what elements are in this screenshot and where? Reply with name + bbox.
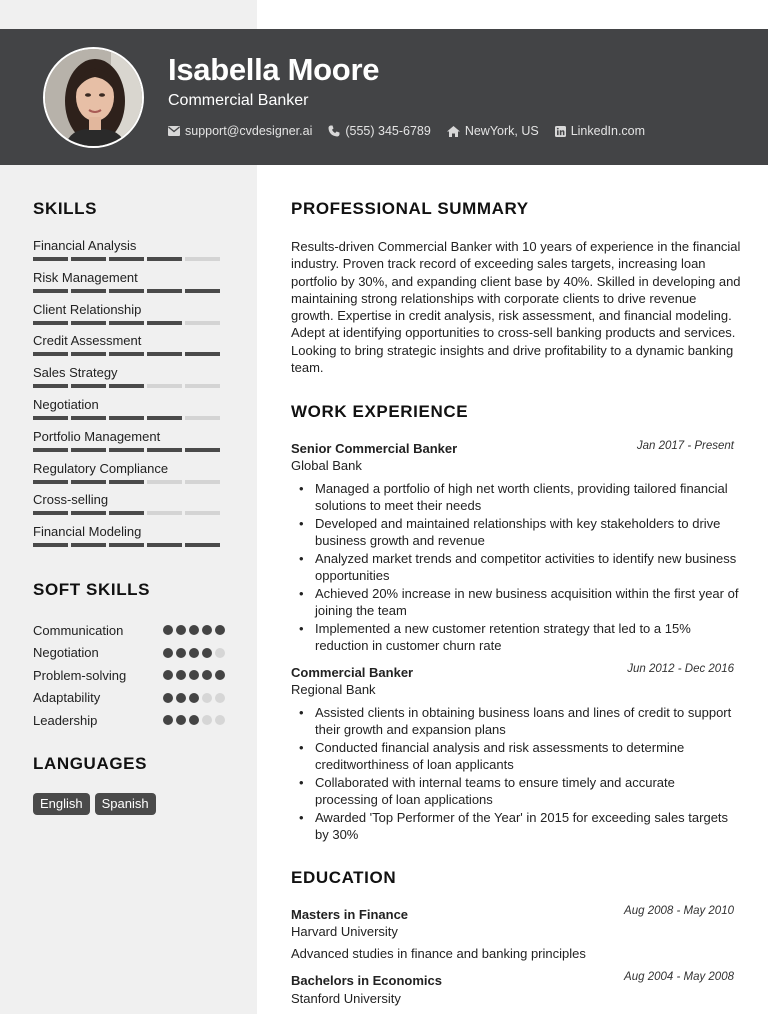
skill-item	[33, 302, 223, 334]
skill-item	[33, 397, 223, 429]
rating-dot	[163, 670, 173, 680]
soft-skill-item	[33, 619, 225, 642]
soft-skill-rating	[160, 670, 225, 680]
skill-bar	[33, 352, 223, 356]
skill-bar-segment	[71, 352, 106, 356]
skill-bar-segment	[71, 480, 106, 484]
job-bullet: • Analyzed market trends and competitor activities to identify new business opportunities	[315, 550, 740, 585]
skill-bar-segment	[33, 321, 68, 325]
contact-location-text: NewYork, US	[464, 124, 539, 138]
languages-heading: LANGUAGES	[33, 754, 148, 773]
soft-skill-item	[33, 642, 225, 665]
skill-bar-segment	[185, 511, 220, 515]
job-bullets	[315, 480, 740, 655]
contact-location	[447, 124, 539, 138]
summary-text: Results-driven Commercial Banker with 10 years of experience in the financial industry. Proven track record of exceeding sales targets, increasing loan portfolio by 30%, and expanding client base by 40%. Skilled in developing and maintaining strong relationships with corporate clients to drive revenue growth. Expertise in credit analysis, risk assessment, and financial modeling. Adept at identifying opportunities to cross-sell banking products and services. Looking to bring strategic insights and drive profitability to a dynamic banking team.	[291, 239, 741, 376]
rating-dot	[163, 625, 173, 635]
skill-bar-segment	[147, 511, 182, 515]
skill-item	[33, 333, 223, 365]
skill-bar-segment	[185, 257, 220, 261]
degree-dates: Aug 2004 - May 2008	[624, 971, 734, 983]
skill-bar-segment	[71, 289, 106, 293]
contact-phone[interactable]	[328, 124, 430, 138]
skill-bar	[33, 543, 223, 547]
job-dates: Jan 2017 - Present	[636, 440, 734, 452]
skill-bar-segment	[185, 480, 220, 484]
job-bullet: • Assisted clients in obtaining business loans and lines of credit to support their growth and expansion plans	[315, 704, 740, 739]
skill-bar-segment	[109, 384, 144, 388]
skill-bar-segment	[185, 416, 220, 420]
soft-skill-rating	[160, 693, 225, 703]
soft-skill-item	[33, 664, 225, 687]
rating-dot	[176, 670, 186, 680]
skill-bar-segment	[147, 257, 182, 261]
experience-heading: WORK EXPERIENCE	[291, 402, 469, 421]
summary-heading: PROFESSIONAL SUMMARY	[291, 199, 529, 218]
rating-dot	[215, 693, 225, 703]
rating-dot	[202, 648, 212, 658]
skill-bar-segment	[109, 289, 144, 293]
rating-dot	[215, 625, 225, 635]
soft-skill-item	[33, 687, 225, 710]
soft-skill-rating	[160, 625, 225, 635]
skill-bar-segment	[147, 289, 182, 293]
skill-item	[33, 429, 223, 461]
contact-bar	[168, 124, 661, 138]
degree-note: Advanced studies in finance and banking principles	[291, 946, 586, 961]
skill-item	[33, 524, 223, 556]
skill-bar-segment	[33, 448, 68, 452]
skill-bar-segment	[33, 384, 68, 388]
job-bullet: • Achieved 20% increase in new business acquisition within the first year of joining the team	[315, 585, 740, 620]
job-bullet: • Conducted financial analysis and risk assessments to determine creditworthiness of loan applicants	[315, 739, 740, 774]
skill-bar-segment	[185, 448, 220, 452]
rating-dot	[176, 693, 186, 703]
skill-bar-segment	[185, 289, 220, 293]
school-name: Harvard University	[291, 924, 398, 939]
skill-bar-segment	[147, 543, 182, 547]
rating-dot	[202, 670, 212, 680]
rating-dot	[163, 715, 173, 725]
skill-label: Credit Assessment	[33, 333, 142, 349]
skill-bar-segment	[33, 480, 68, 484]
soft-skill-label: Communication	[33, 622, 124, 638]
job-title: Commercial Banker	[291, 665, 414, 680]
contact-linkedin[interactable]	[555, 124, 645, 138]
skill-bar-segment	[33, 352, 68, 356]
rating-dot	[176, 715, 186, 725]
skill-label: Financial Analysis	[33, 238, 137, 253]
rating-dot	[163, 648, 173, 658]
skill-bar-segment	[71, 384, 106, 388]
rating-dot	[215, 648, 225, 658]
skill-bar-segment	[71, 416, 106, 420]
education-heading: EDUCATION	[291, 868, 397, 887]
job-bullets	[315, 704, 740, 844]
school-name: Stanford University	[291, 991, 401, 1006]
skill-bar	[33, 289, 223, 293]
profile-photo	[43, 47, 144, 148]
envelope-icon	[168, 126, 180, 136]
job-title: Senior Commercial Banker	[291, 441, 458, 456]
skill-bar	[33, 416, 223, 420]
language-chip: English	[33, 793, 90, 815]
candidate-role: Commercial Banker	[168, 92, 309, 109]
rating-dot	[163, 693, 173, 703]
soft-skill-item	[33, 709, 225, 732]
job-dates: Jun 2012 - Dec 2016	[627, 663, 734, 675]
skill-bar-segment	[185, 321, 220, 325]
skill-bar-segment	[147, 384, 182, 388]
skills-heading: SKILLS	[33, 199, 98, 218]
rating-dot	[189, 715, 199, 725]
languages-list	[33, 793, 161, 815]
skill-item	[33, 461, 223, 493]
skill-item	[33, 365, 223, 397]
rating-dot	[189, 693, 199, 703]
job-company: Global Bank	[291, 458, 362, 473]
skill-label: Cross-selling	[33, 492, 109, 508]
skill-bar-segment	[147, 352, 182, 356]
degree-title: Bachelors in Economics	[291, 973, 442, 988]
language-chip: Spanish	[95, 793, 156, 815]
degree-dates: Aug 2008 - May 2010	[624, 905, 734, 917]
skill-label: Sales Strategy	[33, 365, 118, 381]
rating-dot	[189, 625, 199, 635]
skill-label: Client Relationship	[33, 301, 142, 317]
rating-dot	[202, 693, 212, 703]
skill-bar-segment	[109, 321, 144, 325]
job-bullet: • Awarded 'Top Performer of the Year' in 2015 for exceeding sales targets by 30%	[315, 809, 740, 844]
phone-icon	[328, 125, 340, 137]
skill-label: Portfolio Management	[33, 428, 161, 444]
skill-bar-segment	[109, 511, 144, 515]
skill-bar-segment	[147, 448, 182, 452]
skill-bar-segment	[147, 416, 182, 420]
skill-bar	[33, 511, 223, 515]
skill-bar	[33, 321, 223, 325]
skill-bar-segment	[109, 257, 144, 261]
skills-list	[33, 238, 223, 556]
job-company: Regional Bank	[291, 682, 376, 697]
rating-dot	[176, 648, 186, 658]
soft-skill-label: Negotiation	[33, 645, 99, 661]
contact-email[interactable]	[168, 124, 312, 138]
skill-bar-segment	[147, 321, 182, 325]
contact-email-text: support@cvdesigner.ai	[185, 124, 313, 138]
skill-bar-segment	[109, 480, 144, 484]
soft-skill-label: Problem-solving	[33, 667, 127, 683]
avatar-portrait-icon	[45, 49, 144, 148]
skill-bar	[33, 448, 223, 452]
rating-dot	[215, 715, 225, 725]
rating-dot	[215, 670, 225, 680]
skill-bar	[33, 480, 223, 484]
degree-title: Masters in Finance	[291, 907, 409, 922]
skill-bar-segment	[33, 511, 68, 515]
skill-bar-segment	[71, 543, 106, 547]
job-bullet: • Implemented a new customer retention strategy that led to a 15% reduction in customer churn rate	[315, 620, 740, 655]
soft-skills-heading: SOFT SKILLS	[33, 580, 151, 599]
skill-bar-segment	[71, 448, 106, 452]
soft-skill-label: Leadership	[33, 712, 98, 728]
skill-bar-segment	[33, 257, 68, 261]
skill-bar-segment	[33, 416, 68, 420]
soft-skill-label: Adaptability	[33, 690, 101, 706]
skill-bar-segment	[109, 543, 144, 547]
contact-linkedin-text: LinkedIn.com	[570, 124, 646, 138]
skill-bar-segment	[33, 289, 68, 293]
linkedin-icon	[555, 126, 566, 137]
skill-bar-segment	[71, 511, 106, 515]
skill-bar-segment	[185, 352, 220, 356]
skill-bar-segment	[71, 321, 106, 325]
skill-item	[33, 238, 223, 270]
rating-dot	[202, 625, 212, 635]
skill-bar-segment	[33, 543, 68, 547]
contact-phone-text: (555) 345-6789	[345, 124, 431, 138]
skill-bar	[33, 257, 223, 261]
skill-label: Regulatory Compliance	[33, 460, 169, 476]
skill-bar-segment	[109, 448, 144, 452]
skill-bar-segment	[109, 352, 144, 356]
rating-dot	[189, 648, 199, 658]
skill-label: Financial Modeling	[33, 524, 142, 540]
rating-dot	[189, 670, 199, 680]
skill-label: Risk Management	[33, 269, 138, 285]
home-icon	[447, 126, 460, 137]
job-bullet: • Developed and maintained relationships with key stakeholders to drive business growth and revenue	[315, 515, 740, 550]
candidate-name: Isabella Moore	[168, 52, 380, 87]
rating-dot	[202, 715, 212, 725]
soft-skill-rating	[160, 715, 225, 725]
skill-bar-segment	[71, 257, 106, 261]
skill-bar-segment	[185, 543, 220, 547]
skill-bar-segment	[147, 480, 182, 484]
skill-bar-segment	[185, 384, 220, 388]
rating-dot	[176, 625, 186, 635]
job-bullet: • Managed a portfolio of high net worth clients, providing tailored financial solutions to meet their needs	[315, 480, 740, 515]
soft-skill-rating	[160, 648, 225, 658]
skill-bar-segment	[109, 416, 144, 420]
skill-label: Negotiation	[33, 396, 99, 412]
skill-item	[33, 492, 223, 524]
skill-item	[33, 270, 223, 302]
job-bullet: • Collaborated with internal teams to ensure timely and accurate processing of loan applications	[315, 774, 740, 809]
soft-skills-list	[33, 619, 225, 732]
skill-bar	[33, 384, 223, 388]
